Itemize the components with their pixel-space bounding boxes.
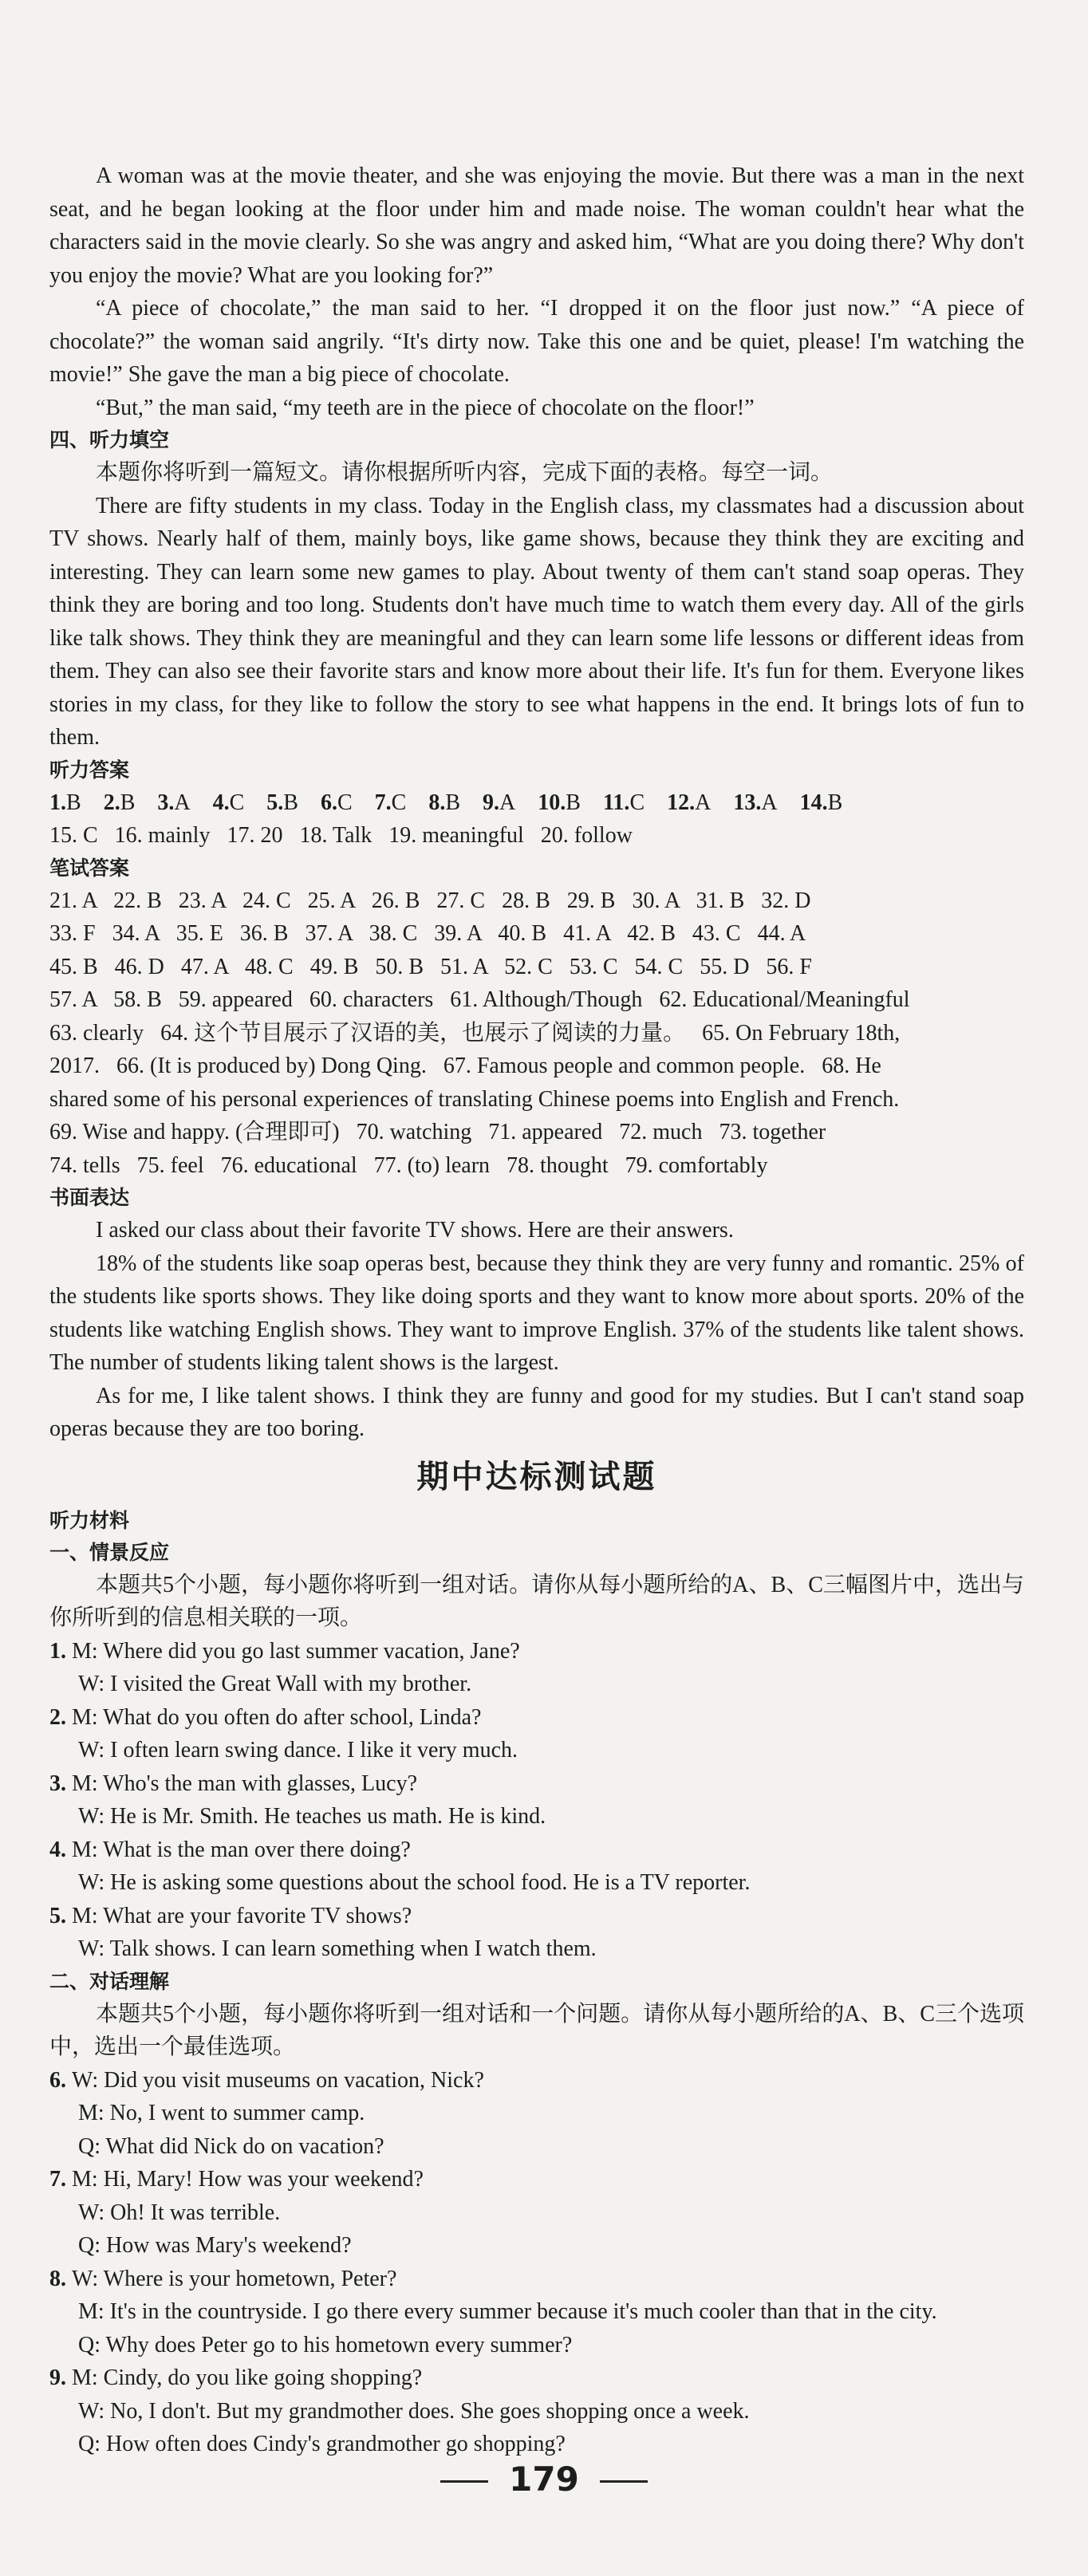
dialog-comprehension-heading: 二、对话理解 [49, 1969, 170, 1993]
dialog-line: M: No, I went to summer camp. [78, 2101, 365, 2125]
dialog-line: W: Talk shows. I can learn something when I watch them. [78, 1936, 597, 1961]
answer-number: 4. [212, 790, 230, 815]
dialog-line: W: No, I don't. But my grandmother does. She goes shopping once a week. [78, 2398, 750, 2424]
dialog-line: W: I often learn swing dance. I like it very much. [78, 1738, 518, 1763]
dialog-line [49, 1701, 1024, 1735]
dialog-line [49, 1834, 1024, 1867]
dialog-text: M: What is the man over there doing? [72, 1837, 411, 1862]
dialog-number: 1. [49, 1638, 72, 1664]
answer-number: 8. [428, 790, 446, 815]
dialog-text: M: Hi, Mary! How was your weekend? [72, 2167, 424, 2192]
written-answers-line: 45. B 46. D 47. A 48. C 49. B 50. B 51. A 52. C 53. C 54. C 55. D 56. F [49, 954, 813, 979]
dialog-text: W: Did you visit museums on vacation, Nick? [72, 2067, 484, 2093]
dialog-line [49, 2361, 1024, 2395]
page-number-dash-left [440, 2480, 488, 2483]
written-answers-line: shared some of his personal experiences of translating Chinese poems into English and French. [49, 1086, 900, 1112]
dialog-text: M: What do you often do after school, Linda? [72, 1704, 482, 1730]
story-paragraph-1: A woman was at the movie theater, and she was enjoying the movie. But there was a man in the next seat, and he began looking at the floor under him and made noise. The woman couldn't hear what the characters said in the movie clearly. So she was angry and asked him, “What are you doing there? Why don't you enjoy the movie? What are you looking for?” [49, 163, 1024, 288]
writing-paragraph-1: I asked our class about their favorite TV shows. Here are their answers. [96, 1218, 734, 1243]
answer-letter: B [66, 790, 81, 815]
answer-number: 13. [733, 790, 762, 815]
listening-fill-instruction: 本题你将听到一篇短文。请你根据所听内容，完成下面的表格。每空一词。 [96, 460, 834, 485]
dialog-text: M: Cindy, do you like going shopping? [72, 2365, 423, 2390]
dialog-line: W: I visited the Great Wall with my brother. [78, 1672, 472, 1696]
writing-heading: 书面表达 [49, 1186, 130, 1209]
page-number-text: 179 [509, 2460, 579, 2499]
story-paragraph-2: “A piece of chocolate,” the man said to her. “I dropped it on the floor just now.” “A piece of chocolate?” the woman said angrily. “It's dirty now. Take this one and be quiet, please! I'm watching the movie!” She gave the man a big piece of chocolate. [49, 296, 1024, 387]
dialog-number: 9. [49, 2365, 72, 2390]
answer-number: 9. [483, 790, 500, 815]
listening-material-heading: 听力材料 [49, 1508, 130, 1532]
page-number [0, 2460, 1088, 2499]
answer-number: 14. [799, 790, 828, 815]
answer-number: 12. [667, 790, 696, 815]
answer-letter: B [283, 790, 298, 815]
answer-letter: B [445, 790, 461, 815]
answer-letter: B [120, 790, 136, 815]
dialog-number: 8. [49, 2266, 72, 2291]
dialog-question: Q: Why does Peter go to his hometown every summer? [78, 2332, 573, 2357]
dialog-line: W: He is asking some questions about the school food. He is a TV reporter. [78, 1870, 751, 1895]
midterm-title: 期中达标测试题 [416, 1457, 657, 1495]
answer-number: 2. [103, 790, 120, 815]
written-answers-line: 69. Wise and happy. (合理即可) 70. watching 71. appeared 72. much 73. together [49, 1120, 826, 1144]
answer-letter: C [391, 790, 407, 815]
written-answers-heading: 笔试答案 [49, 856, 130, 880]
dialog-line: M: It's in the countryside. I go there every summer because it's much cooler than that in the city. [78, 2299, 937, 2324]
dialog-question: Q: What did Nick do on vacation? [78, 2133, 384, 2159]
written-answers-line: 74. tells 75. feel 76. educational 77. (to) learn 78. thought 79. comfortably [49, 1152, 768, 1178]
written-answers-line: 21. A 22. B 23. A 24. C 25. A 26. B 27. C 28. B 29. B 30. A 31. B 32. D [49, 888, 811, 913]
story-paragraph-3: “But,” the man said, “my teeth are in the piece of chocolate on the floor!” [96, 395, 755, 420]
page-content [49, 160, 1024, 2461]
dialog-line [49, 1767, 1024, 1801]
answer-letter: A [174, 790, 191, 815]
dialog-line: W: Oh! It was terrible. [78, 2200, 281, 2225]
situation-dialog-list [49, 1635, 1024, 1966]
section-heading-listening-fill: 四、听力填空 [49, 428, 170, 451]
answer-number: 3. [157, 790, 175, 815]
listening-fill-passage: There are fifty students in my class. Today in the English class, my classmates had a discussion about TV shows. Nearly half of them, mainly boys, like game shows, because they think they are exciting and interesting. They can learn some new games to play. About twenty of them can't stand soap operas. They think they are boring and too long. Students don't have much time to watch them every day. All of the girls like talk shows. They think they are meaningful and they can learn some life lessons or different ideas from them. They can also see their favorite stars and know more about their life. It's fun for them. Everyone likes stories in my class, for they like to follow the story to see what happens in the end. It brings lots of fun to them. [49, 493, 1024, 750]
answer-letter: A [499, 790, 516, 815]
dialog-text: M: Where did you go last summer vacation, Jane? [72, 1638, 520, 1664]
answer-number: 11. [602, 790, 630, 815]
page-number-dash-right [600, 2480, 648, 2483]
dialog-comprehension-instruction: 本题共5个小题，每小题你将听到一组对话和一个问题。请你从每小题所给的A、B、C三个选项中，选出一个最佳选项。 [49, 2001, 1024, 2059]
situation-response-instruction: 本题共5个小题，每小题你将听到一组对话。请你从每小题所给的A、B、C三幅图片中，选出与你所听到的信息相关联的一项。 [49, 1572, 1024, 1630]
answer-letter: A [695, 790, 712, 815]
dialog-number: 4. [49, 1837, 72, 1862]
answer-letter: C [629, 790, 645, 815]
writing-paragraph-2: 18% of the students like soap operas best, because they think they are very funny and romantic. 25% of the students like sports shows. They like doing sports and they want to know more about sports. 20% of the students like watching English shows. They want to improve English. 37% of the students like talent shows. The number of students liking talent shows is the largest. [49, 1251, 1024, 1375]
answer-number: 6. [320, 790, 337, 815]
dialog-line [49, 2064, 1024, 2097]
dialog-text: M: Who's the man with glasses, Lucy? [72, 1771, 418, 1796]
dialog-text: M: What are your favorite TV shows? [72, 1903, 412, 1928]
dialog-line [49, 1900, 1024, 1933]
answer-number: 7. [374, 790, 392, 815]
writing-paragraph-3: As for me, I like talent shows. I think they are funny and good for my studies. But I can't stand soap operas because they are too boring. [49, 1383, 1024, 1441]
dialog-number: 2. [49, 1704, 72, 1730]
dialog-number: 7. [49, 2167, 72, 2192]
listening-answers-row-1 [49, 786, 1024, 820]
written-answers-line: 57. A 58. B 59. appeared 60. characters 61. Although/Though 62. Educational/Meaningful [49, 987, 910, 1012]
dialog-question: Q: How often does Cindy's grandmother go shopping? [78, 2432, 566, 2456]
answer-letter: B [827, 790, 843, 815]
answer-number: 10. [538, 790, 566, 815]
dialog-line: W: He is Mr. Smith. He teaches us math. He is kind. [78, 1804, 546, 1829]
dialog-line [49, 2263, 1024, 2296]
answer-letter: B [566, 790, 581, 815]
answer-letter: A [761, 790, 778, 815]
situation-response-heading: 一、情景反应 [49, 1540, 170, 1564]
dialog-line [49, 2163, 1024, 2196]
written-answers-line: 2017. 66. (It is produced by) Dong Qing. 67. Famous people and common people. 68. He [49, 1054, 881, 1078]
answer-number: 5. [266, 790, 284, 815]
answer-number: 1. [49, 790, 66, 815]
written-answers-line: 33. F 34. A 35. E 36. B 37. A 38. C 39. A 40. B 41. A 42. B 43. C 44. A [49, 921, 806, 946]
dialog-number: 6. [49, 2067, 72, 2093]
written-answers-line: 63. clearly 64. 这个节目展示了汉语的美，也展示了阅读的力量。 65. On February 18th, [49, 1020, 901, 1046]
dialog-number: 3. [49, 1771, 72, 1796]
dialog-text: W: Where is your hometown, Peter? [72, 2266, 397, 2291]
dialog-line [49, 1635, 1024, 1668]
listening-answers-row-2: 15. C 16. mainly 17. 20 18. Talk 19. meaningful 20. follow [49, 823, 633, 848]
answer-letter: C [229, 790, 245, 815]
listening-answers-heading: 听力答案 [49, 758, 130, 782]
dialog-number: 5. [49, 1903, 72, 1928]
dialog-question: Q: How was Mary's weekend? [78, 2233, 352, 2258]
answer-letter: C [337, 790, 353, 815]
comprehension-dialog-list [49, 2064, 1024, 2461]
